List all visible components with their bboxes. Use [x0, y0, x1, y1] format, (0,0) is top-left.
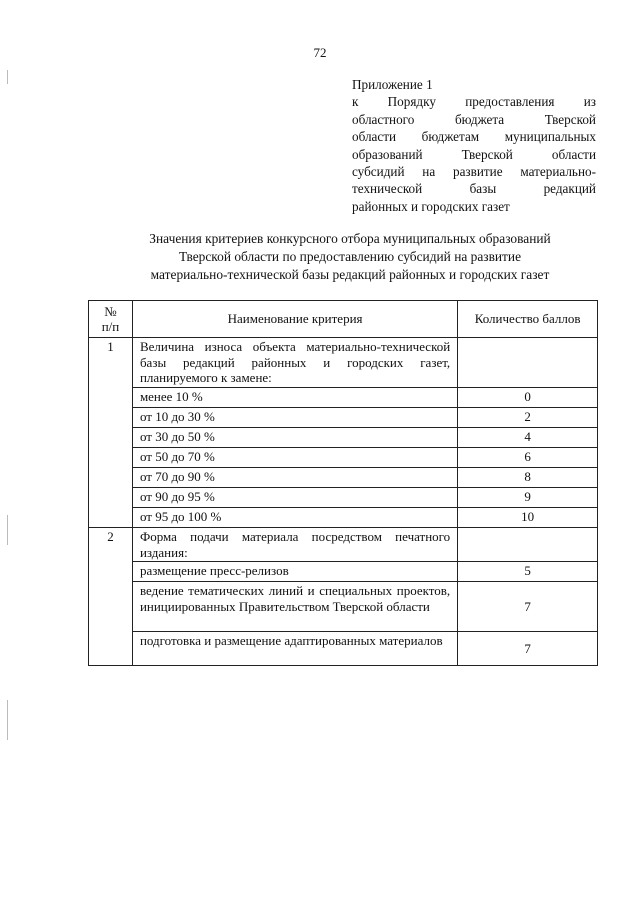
appendix-line: области бюджетам муниципальных	[352, 129, 596, 145]
option-score: 10	[458, 508, 598, 528]
criterion-text: Форма подачи материала посредством печатного издания:	[132, 528, 457, 562]
appendix-line: областного бюджета Тверской	[352, 111, 596, 127]
header-number-line1: №	[104, 303, 117, 319]
scan-margin-mark	[7, 70, 8, 84]
header-number	[89, 301, 133, 338]
appendix-line: районных и городских газет	[352, 198, 510, 214]
appendix-line: образований Тверской области	[352, 146, 596, 162]
scan-margin-mark	[7, 700, 8, 740]
option-score: 5	[458, 562, 598, 582]
option-label: менее 10 %	[132, 388, 457, 408]
table-row	[89, 338, 598, 388]
option-label: от 30 до 50 %	[132, 428, 457, 448]
page-number: 72	[313, 45, 327, 60]
header-number-line2: п/п	[101, 319, 120, 334]
option-score: 4	[458, 428, 598, 448]
option-score: 7	[458, 632, 598, 666]
option-label: размещение пресс-релизов	[132, 562, 457, 582]
option-label: от 50 до 70 %	[132, 448, 457, 468]
score-cell-empty	[458, 338, 598, 388]
appendix-line: субсидий на развитие материально-	[352, 164, 596, 180]
score-cell-empty	[458, 528, 598, 562]
appendix-line: к Порядку предоставления из	[352, 94, 596, 110]
criteria-table	[88, 300, 598, 666]
header-criterion-name: Наименование критерия	[132, 301, 457, 338]
table-row	[89, 388, 598, 408]
group-number: 2	[89, 528, 133, 666]
appendix-line: технической базы редакций	[352, 181, 596, 197]
table-row	[89, 528, 598, 562]
criterion-text: Величина износа объекта материально-технической базы редакций районных и городских газет, планируемого к замене:	[132, 338, 457, 388]
option-label: от 10 до 30 %	[132, 408, 457, 428]
table-row	[89, 582, 598, 632]
option-score: 8	[458, 468, 598, 488]
appendix-header	[352, 76, 596, 215]
option-label: подготовка и размещение адаптированных материалов	[132, 632, 457, 666]
table-row	[89, 468, 598, 488]
option-score: 9	[458, 488, 598, 508]
table-row	[89, 562, 598, 582]
table-row	[89, 428, 598, 448]
scan-margin-mark	[7, 515, 8, 545]
option-score: 6	[458, 448, 598, 468]
table-row	[89, 632, 598, 666]
table-header-row	[89, 301, 598, 338]
title-line: Значения критериев конкурсного отбора муниципальных образований	[149, 231, 551, 246]
title-line: Тверской области по предоставлению субсидий на развитие	[178, 248, 522, 264]
appendix-line: Приложение 1	[352, 77, 433, 92]
option-score: 0	[458, 388, 598, 408]
title-line: материально-технической базы редакций районных и городских газет	[150, 266, 550, 282]
table-row	[89, 508, 598, 528]
option-score: 2	[458, 408, 598, 428]
option-label: от 95 до 100 %	[132, 508, 457, 528]
table-row	[89, 408, 598, 428]
option-label: от 70 до 90 %	[132, 468, 457, 488]
option-label: ведение тематических линий и специальных проектов, инициированных Правительством Тверской области	[132, 582, 457, 632]
document-title	[60, 230, 640, 283]
option-label: от 90 до 95 %	[132, 488, 457, 508]
option-score: 7	[458, 582, 598, 632]
table-row	[89, 488, 598, 508]
header-score: Количество баллов	[458, 301, 598, 338]
group-number: 1	[89, 338, 133, 528]
table-row	[89, 448, 598, 468]
